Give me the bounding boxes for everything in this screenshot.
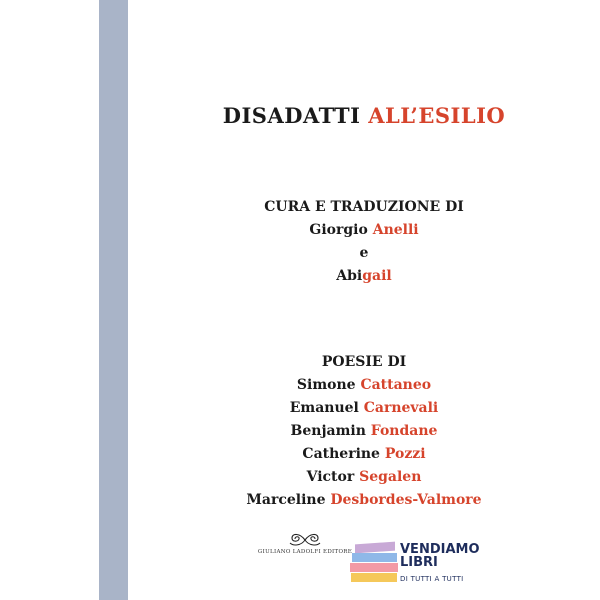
poets-block [128, 351, 600, 512]
poet-first-name: Benjamin [290, 423, 366, 439]
title-part-1: DISADATTI [222, 103, 361, 128]
poet-last-name: Fondane [370, 423, 438, 439]
poet-name [128, 374, 600, 397]
editor-last-name: Anelli [372, 222, 419, 238]
vendiamo-libri-watermark [350, 543, 480, 593]
poet-last-name: Desbordes-Valmore [330, 492, 482, 508]
poet-last-name: Cattaneo [360, 377, 432, 393]
editor-name [128, 265, 600, 288]
poet-first-name: Marceline [246, 492, 326, 508]
poet-last-name: Segalen [359, 469, 422, 485]
poet-name [128, 397, 600, 420]
book-stack-icon [355, 542, 395, 554]
book-title [128, 103, 600, 128]
poet-name [128, 443, 600, 466]
poet-name [128, 420, 600, 443]
book-stack-icon [352, 553, 397, 562]
cover-side-stripe [99, 0, 128, 600]
poet-name [128, 489, 600, 512]
title-part-2: ALL’ESILIO [368, 103, 506, 128]
editor-first-part: Abi [336, 268, 363, 284]
poet-first-name: Victor [306, 469, 355, 485]
editors-block [128, 196, 600, 288]
watermark-line-1: VENDIAMO [400, 542, 480, 557]
editor-last-part: gail [362, 268, 392, 284]
publisher-ornament-icon [280, 532, 330, 548]
poet-first-name: Catherine [302, 446, 380, 462]
editors-conjunction: e [359, 245, 369, 261]
book-stack-icon [350, 563, 398, 572]
poet-first-name: Emanuel [289, 400, 359, 416]
poet-last-name: Carnevali [363, 400, 439, 416]
watermark-line-2: LIBRI [400, 555, 438, 570]
editor-name [128, 219, 600, 242]
publisher-name: GIULIANO LADOLFI EDITORE [257, 549, 353, 555]
editors-heading: CURA E TRADUZIONE DI [264, 199, 464, 215]
watermark-tagline: DI TUTTI A TUTTI [400, 575, 464, 583]
poets-heading: POESIE DI [321, 354, 407, 370]
poet-last-name: Pozzi [384, 446, 426, 462]
editor-first-name: Giorgio [309, 222, 368, 238]
poet-first-name: Simone [296, 377, 356, 393]
poet-name [128, 466, 600, 489]
book-stack-icon [351, 573, 397, 582]
